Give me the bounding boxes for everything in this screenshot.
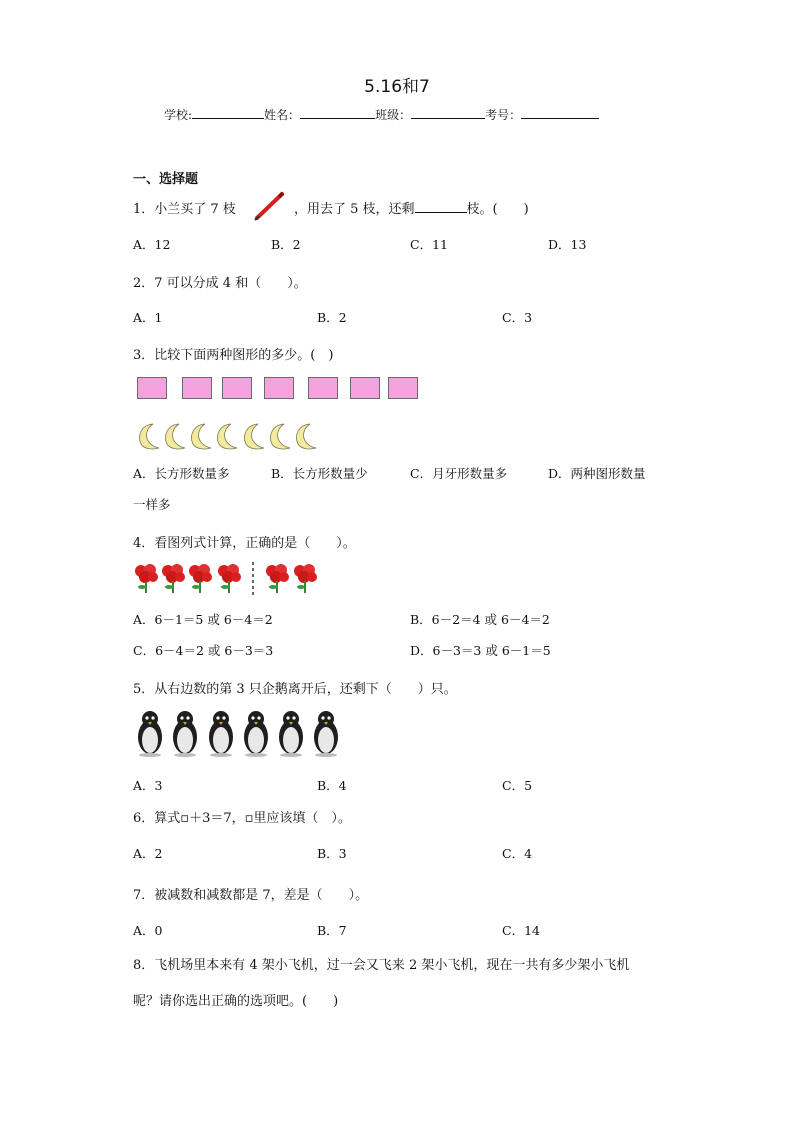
q2-option-b[interactable]: B．2: [317, 310, 347, 325]
rectangle-shape: [308, 377, 338, 399]
section-title: 一、选择题: [133, 172, 199, 187]
question-4: 4．看图列式计算，正确的是（ ）。: [133, 536, 356, 551]
rectangle-shape: [182, 377, 212, 399]
q1-option-b[interactable]: B．2: [271, 237, 301, 252]
penguin-icon: [206, 709, 236, 757]
question-1-rest: [294, 198, 529, 217]
rectangle-shape: [388, 377, 418, 399]
flower-icon: [292, 562, 318, 594]
name-blank[interactable]: [300, 104, 375, 119]
q3-option-d[interactable]: D．两种图形数量: [548, 466, 646, 481]
question-1-text-c: 枝。( ): [466, 202, 529, 217]
q7-option-a[interactable]: A．0: [133, 923, 163, 938]
q1-option-c[interactable]: C．11: [410, 237, 448, 252]
q1-option-d[interactable]: D．13: [548, 237, 587, 252]
question-7: 7．被减数和减数都是 7，差是（ ）。: [133, 888, 369, 903]
crescent-moon-icon: [266, 422, 292, 450]
question-1-text-b: ，用去了 5 枝，还剩: [294, 202, 415, 217]
flower-icon: [160, 562, 186, 594]
flower-icon: [187, 562, 213, 594]
q3-option-b[interactable]: B．长方形数量少: [271, 466, 368, 481]
crescent-moon-icon: [240, 422, 266, 450]
q7-option-b[interactable]: B．7: [317, 923, 347, 938]
class-blank[interactable]: [411, 104, 485, 119]
q2-option-c[interactable]: C．3: [502, 310, 533, 325]
question-1: [133, 198, 236, 217]
exam-no-label: 考号：: [485, 108, 522, 122]
penguin-icon: [276, 709, 306, 757]
q4-option-a[interactable]: A．6－1＝5 或 6－4＝2: [133, 612, 273, 627]
page-title: 5.16和7: [364, 77, 430, 97]
q6-option-c[interactable]: C．4: [502, 846, 533, 861]
question-6: 6．算式▫＋3＝7，▫里应该填（ ）。: [133, 811, 351, 826]
name-label: 姓名：: [264, 108, 301, 122]
penguin-icon: [241, 709, 271, 757]
crescent-moon-icon: [213, 422, 239, 450]
question-5: 5．从右边数的第 3 只企鹅离开后，还剩下（ ）只。: [133, 682, 457, 697]
question-3: 3．比较下面两种图形的多少。( ): [133, 348, 334, 363]
q3-option-d-wrap: 一样多: [133, 497, 171, 512]
penguin-icon: [135, 709, 165, 757]
crescent-moon-icon: [161, 422, 187, 450]
school-blank[interactable]: [192, 104, 264, 119]
q5-option-a[interactable]: A．3: [133, 778, 163, 793]
question-1-text-a: 1．小兰买了 7 枝: [133, 202, 236, 217]
exam-no-blank[interactable]: [521, 104, 599, 119]
q2-option-a[interactable]: A．1: [133, 310, 163, 325]
rectangle-shape: [137, 377, 167, 399]
penguin-icon: [311, 709, 341, 757]
rectangle-shape: [222, 377, 252, 399]
penguin-icon: [170, 709, 200, 757]
crescent-moon-icon: [292, 422, 318, 450]
question-2: 2．7 可以分成 4 和（ ）。: [133, 276, 307, 291]
q6-option-b[interactable]: B．3: [317, 846, 347, 861]
q7-option-c[interactable]: C．14: [502, 923, 540, 938]
q5-option-c[interactable]: C．5: [502, 778, 533, 793]
question-8-line-2: 呢？请你选出正确的选项吧。( ): [133, 994, 339, 1009]
q4-option-b[interactable]: B．6－2＝4 或 6－4＝2: [410, 612, 550, 627]
flower-icon: [264, 562, 290, 594]
crescent-moon-icon: [187, 422, 213, 450]
crescent-moon-icon: [135, 422, 161, 450]
class-label: 班级：: [375, 108, 412, 122]
pencil-icon: [252, 190, 288, 222]
student-info-row: [164, 104, 599, 123]
rectangle-shape: [350, 377, 380, 399]
flower-icon: [133, 562, 159, 594]
question-8: 8．飞机场里本来有 4 架小飞机，过一会又飞来 2 架小飞机，现在一共有多少架小飞机: [133, 958, 630, 973]
q4-option-d[interactable]: D．6－3＝3 或 6－1＝5: [410, 643, 551, 658]
dashed-divider: [251, 562, 255, 596]
q1-option-a[interactable]: A．12: [133, 237, 171, 252]
rectangle-shape: [264, 377, 294, 399]
q6-option-a[interactable]: A．2: [133, 846, 163, 861]
flower-icon: [216, 562, 242, 594]
school-label: 学校:: [164, 108, 193, 122]
answer-blank[interactable]: [415, 200, 467, 213]
q5-option-b[interactable]: B．4: [317, 778, 347, 793]
q4-option-c[interactable]: C．6－4＝2 或 6－3＝3: [133, 643, 274, 658]
q3-option-a[interactable]: A．长方形数量多: [133, 466, 230, 481]
q3-option-c[interactable]: C．月牙形数量多: [410, 466, 508, 481]
